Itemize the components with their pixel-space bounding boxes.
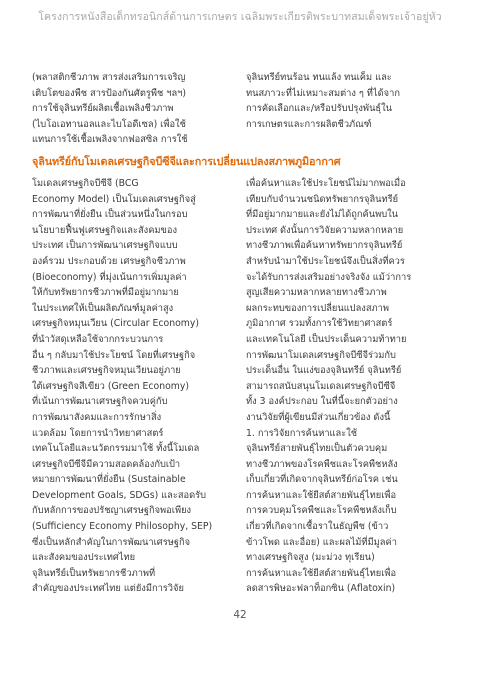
text-line: หมายการพัฒนาที่ยั่งยืน (Sustainable	[32, 474, 186, 486]
text-line: ภูมิอากาศ รวมทั้งการใช้วิทยาศาสตร์	[246, 318, 393, 330]
text-line: ประเด็นอื่น ในแง่ของจุลินทรีย์ จุลินทรีย์	[246, 365, 402, 377]
body-right-column	[246, 176, 456, 597]
text-line: เกี่ยวที่เกิดจากเชื้อราในธัญพืช (ข้าว	[246, 521, 389, 533]
text-line: (พลาสติกชีวภาพ สารส่งเสริมการเจริญ	[32, 72, 186, 83]
text-line: เพื่อค้นหาและใช้ประโยชน์ไม่มากพอเมื่อ	[246, 178, 406, 189]
text-line: โมเดลเศรษฐกิจบีซีจี (BCG	[32, 178, 139, 189]
text-line: แวดล้อม โดยการนำวิทยาศาสตร์	[32, 427, 164, 439]
text-line: ทั้ง 3 องค์ประกอบ ในที่นี้จะยกตัวอย่าง	[246, 396, 398, 408]
text-line: เศรษฐกิจบีซีจีมีความสอดคล้องกับเป้า	[32, 458, 181, 470]
text-line: นโยบายฟื้นฟูเศรษฐกิจและสังคมของ	[32, 224, 178, 236]
text-line: การเกษตรและการผลิตชีวภัณฑ์	[246, 118, 372, 130]
text-line: 1. การวิจัยการค้นหาและใช้	[246, 427, 358, 439]
text-line: เติบโตของพืช สารป้องกันศัตรูพืช ฯลฯ)	[32, 87, 187, 99]
body-left-column	[32, 176, 238, 597]
text-line: Development Goals, SDGs) และสอดรับ	[32, 489, 207, 501]
text-line: การค้นหาและใช้ยีสต์สายพันธุ์ไทยเพื่อ	[246, 489, 397, 501]
text-line: การค้นหาและใช้ยีสต์สายพันธุ์ไทยเพื่อ	[246, 567, 397, 579]
text-line: ให้กับทรัพยากรชีวภาพที่มีอยู่มากมาย	[32, 287, 179, 299]
text-line: ข้าวโพด และอื่อย) และผลไม้ที่มีมูลค่า	[246, 536, 397, 548]
text-line: ลดสารพิษอะฟลาท็อกซิน (Aflatoxin)	[246, 583, 396, 595]
text-line: ทางชีวภาพเพื่อค้นหาทรัพยากรจุลินทรีย์	[246, 240, 403, 252]
text-line: Economy Model) เป็นโมเดลเศรษฐกิจสู่	[32, 193, 196, 205]
text-line: ทางเศรษฐกิจสูง (มะม่วง ทุเรียน)	[246, 552, 375, 564]
text-line: กับหลักการของปรัชญาเศรษฐกิจพอเพียง	[32, 505, 192, 517]
text-line: เทียบกับจำนวนชนิดทรัพยากรจุลินทรีย์	[246, 193, 399, 205]
text-line: ทางชีวภาพของโรคพืชและโรคพืชหลัง	[246, 458, 398, 470]
text-line: แทนการใช้เชื้อเพลิงจากฟอสซิล การใช้	[32, 134, 188, 146]
text-line: ประเทศ เป็นการพัฒนาเศรษฐกิจแบบ	[32, 240, 178, 252]
text-line: ผลกระทบของการเปลี่ยนแปลงสภาพ	[246, 302, 389, 314]
text-line: การพัฒนาโมเดลเศรษฐกิจบีซีจีร่วมกับ	[246, 349, 396, 361]
text-line: จุลินทรีย์ทนร้อน ทนแล้ง ทนเค็ม และ	[246, 72, 392, 83]
text-line: ซึ่งเป็นหลักสำคัญในการพัฒนาเศรษฐกิจ	[32, 536, 191, 548]
text-line: (Bioeconomy) ที่มุ่งเน้นการเพิ่มมูลค่า	[32, 271, 187, 283]
text-line: จุลินทรีย์เป็นทรัพยากรชีวภาพที่	[32, 567, 156, 579]
top-left-column	[32, 70, 230, 148]
text-line: การใช้จุลินทรีย์ผลิตเชื้อเพลิงชีวภาพ	[32, 103, 174, 115]
text-line: สามารถสนับสนุนโมเดลเศรษฐกิจบีซีจี	[246, 380, 396, 392]
text-line: ในประเทศให้เป็นผลิตภัณฑ์มูลค่าสูง	[32, 302, 174, 314]
text-line: เทคโนโลยีและนวัตกรรมมาใช้ ทั้งนี้โมเดล	[32, 443, 200, 455]
text-line: จะได้รับการส่งเสริมอย่างจริงจัง แม้ว่าการ	[246, 271, 412, 283]
text-line: (Sufficiency Economy Philosophy, SEP)	[32, 521, 213, 533]
text-line: งานวิจัยที่ผู้เขียนมีส่วนเกี่ยวข้อง ดังนี้	[246, 411, 391, 423]
text-line: และสังคมของประเทศไทย	[32, 552, 136, 564]
text-line: สำหรับนำมาใช้ประโยชน์จึงเป็นสิ่งที่ควร	[246, 255, 405, 267]
text-line: องค์รวม ประกอบด้วย เศรษฐกิจชีวภาพ	[32, 255, 186, 267]
text-line: การคัดเลือกและ/หรือปรับปรุงพันธุ์ใน	[246, 103, 392, 115]
text-line: ที่มีอยู่มากมายและยังไม่ได้ถูกค้นพบใน	[246, 209, 399, 221]
top-right-column	[246, 70, 456, 132]
text-line: ชีวภาพและเศรษฐกิจหมุนเวียนอยู่ภาย	[32, 365, 181, 377]
section-heading: จุลินทรีย์กับโมเดลเศรษฐกิจบีซีจีและการเปลี่ยนแปลงสภาพภูมิอากาศ	[32, 155, 341, 168]
text-line: ประเทศ ดังนั้นการวิจัยความหลากหลาย	[246, 224, 404, 236]
text-line: ที่นำวัสดุเหลือใช้จากกระบวนการ	[32, 333, 164, 345]
text-line: สูญเสียความหลากหลายทางชีวภาพ	[246, 287, 387, 299]
text-line: อื่น ๆ กลับมาใช้ประโยชน์ โดยที่เศรษฐกิจ	[32, 349, 196, 361]
page-number: 42	[233, 609, 247, 621]
text-line: เศรษฐกิจหมุนเวียน (Circular Economy)	[32, 318, 199, 330]
text-line: เก็บเกี่ยวที่เกิดจากจุลินทรีย์ก่อโรค เช่น	[246, 474, 398, 486]
text-line: และเทคโนโลยี เป็นประเด็นความท้าทาย	[246, 333, 407, 345]
text-line: สำคัญของประเทศไทย แต่ยังมีการวิจัย	[32, 583, 184, 595]
text-line: (ไบโอเอทานอลและไบโอดีเซล) เพื่อใช้	[32, 118, 186, 130]
text-line: จุลินทรีย์สายพันธุ์ไทยเป็นตัวควบคุม	[246, 443, 388, 455]
text-line: การพัฒนาสังคมและการรักษาสิ่ง	[32, 411, 162, 423]
text-line: การพัฒนาที่ยั่งยืน เป็นส่วนหนึ่งในกรอบ	[32, 209, 188, 221]
text-line: การควบคุมโรคพืชและโรคพืชหลังเก็บ	[246, 505, 397, 517]
text-line: ทนสภาวะที่ไม่เหมาะสมต่าง ๆ ที่ได้จาก	[246, 87, 400, 99]
text-line: ใต้เศรษฐกิจสีเขียว (Green Economy)	[32, 380, 189, 392]
running-header: โครงการหนังสือเด็กทรอนิกส์ด้านการเกษตร เฉลิมพระเกียรติพระบาทสมเด็จพระเจ้าอยู่หัว	[38, 11, 442, 23]
text-line: ที่เน้นการพัฒนาเศรษฐกิจควบคู่กับ	[32, 396, 168, 408]
